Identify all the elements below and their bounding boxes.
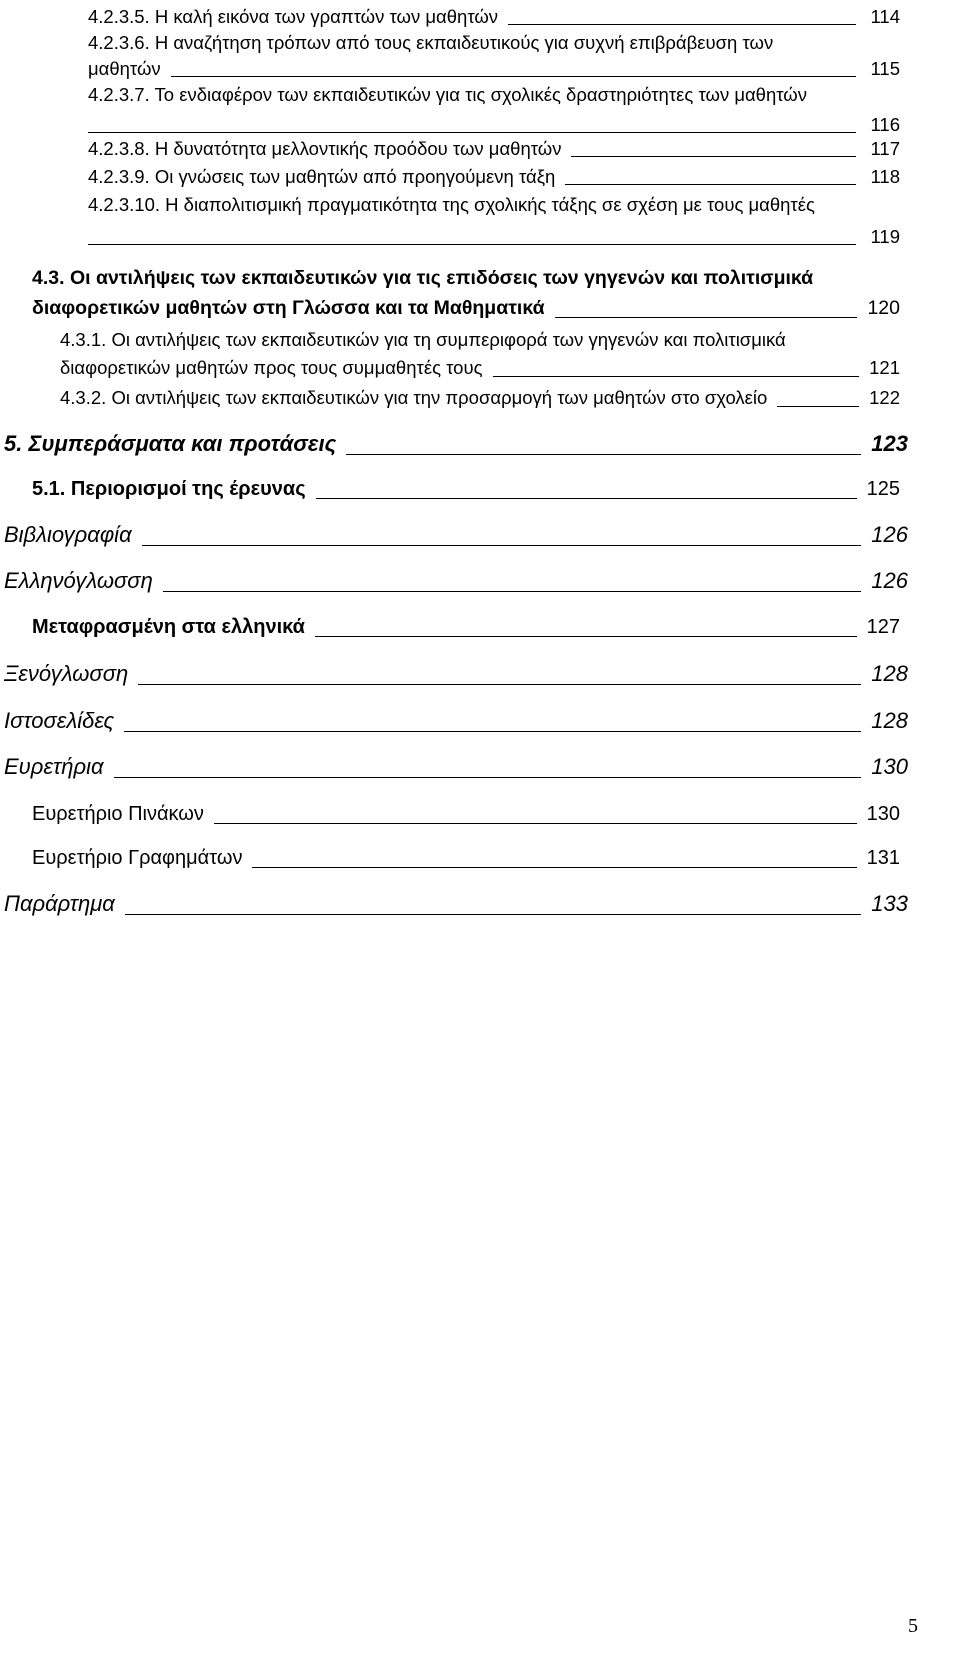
toc-entry[interactable] <box>4 888 908 920</box>
toc-entry-page: 123 <box>871 431 908 456</box>
toc-entry[interactable] <box>88 30 900 82</box>
toc-entry-title: Ευρετήριο Γραφημάτων <box>32 847 243 869</box>
dot-leader <box>571 156 856 157</box>
toc-entry-title: Περιορισμοί της έρευνας <box>70 478 306 500</box>
toc-entry-number: 4.2.3.7. <box>88 84 150 105</box>
toc-entry-page: 126 <box>871 568 908 593</box>
toc-entry-title: Ευρετήρια <box>4 754 104 779</box>
toc-entry-title: Η διαπολιτισμική πραγματικότητα της σχολικής τάξης σε σχέση με τους μαθητές <box>165 194 815 215</box>
dot-leader <box>142 545 862 546</box>
toc-entry[interactable] <box>88 82 900 138</box>
toc-entry-title-continued: διαφορετικών μαθητών στη Γλώσσα και τα Μαθηματικά <box>32 297 545 319</box>
toc-entry-page: 117 <box>870 138 900 159</box>
toc-entry-number: 4.2.3.6. <box>88 32 150 53</box>
toc-entry-page: 127 <box>866 616 900 638</box>
toc-entry-number: 5. <box>4 431 23 456</box>
dot-leader <box>315 636 857 637</box>
dot-leader <box>555 317 858 318</box>
dot-leader <box>252 867 856 868</box>
toc-entry-title: Η δυνατότητα μελλοντικής προόδου των μαθητών <box>154 138 562 159</box>
toc-entry-page: 120 <box>867 297 900 319</box>
dot-leader <box>493 376 860 377</box>
toc-entry-title-continued: μαθητών <box>88 58 161 79</box>
toc-entry-number: 4.3.1. <box>60 329 107 350</box>
toc-entry[interactable] <box>60 326 900 382</box>
dot-leader <box>316 498 857 499</box>
toc-entry-title-continued: διαφορετικών μαθητών προς τους συμμαθητές τους <box>60 357 483 378</box>
toc-entry-title: Ιστοσελίδες <box>4 708 115 733</box>
toc-entry-title: Ελληνόγλωσση <box>4 568 153 593</box>
toc-entry[interactable] <box>4 565 908 597</box>
dot-leader <box>88 244 856 245</box>
toc-entry[interactable] <box>4 519 908 551</box>
toc-entry-number: 4.2.3.5. <box>88 6 150 27</box>
toc-entry[interactable] <box>4 658 908 690</box>
dot-leader <box>88 132 856 133</box>
toc-entry[interactable] <box>88 192 900 250</box>
toc-entry-number: 4.2.3.9. <box>88 166 150 187</box>
toc-entry-number: 4.3.2. <box>60 387 107 408</box>
toc-entry-page: 115 <box>870 58 900 79</box>
toc-entry-title: Ξενόγλωσση <box>4 661 129 686</box>
dot-leader <box>777 406 859 407</box>
toc-entry[interactable] <box>4 705 908 737</box>
dot-leader <box>508 24 856 25</box>
toc-entry-title: Ευρετήριο Πινάκων <box>32 803 204 825</box>
toc-entry-title: Οι αντιλήψεις των εκπαιδευτικών για τις επιδόσεις των γηγενών και πολιτισμικά <box>69 267 814 289</box>
toc-entry-page: 130 <box>871 754 908 779</box>
toc-entry-number: 4.2.3.8. <box>88 138 150 159</box>
page-number: 5 <box>908 1615 918 1637</box>
dot-leader <box>125 914 861 915</box>
dot-leader <box>114 777 862 778</box>
toc-entry-page: 130 <box>866 803 900 825</box>
toc-entry[interactable] <box>32 799 900 829</box>
toc-entry[interactable] <box>88 164 900 190</box>
toc-entry[interactable] <box>88 136 900 162</box>
dot-leader <box>214 823 857 824</box>
toc-entry-title: Οι γνώσεις των μαθητών από προηγούμενη τάξη <box>154 166 556 187</box>
toc-entry-title: Συμπεράσματα και προτάσεις <box>28 431 337 456</box>
toc-entry-title: Οι αντιλήψεις των εκπαιδευτικών για τη συμπεριφορά των γηγενών και πολιτισμικά <box>111 329 786 350</box>
toc-entry-page: 128 <box>871 661 908 686</box>
toc-entry-title: Η αναζήτηση τρόπων από τους εκπαιδευτικούς για συχνή επιβράβευση των <box>154 32 774 53</box>
toc-entry-title: Το ενδιαφέρον των εκπαιδευτικών για τις σχολικές δραστηριότητες των μαθητών <box>154 84 807 105</box>
dot-leader <box>124 731 861 732</box>
toc-entry[interactable] <box>32 474 900 504</box>
dot-leader <box>138 684 861 685</box>
toc-entry-page: 118 <box>870 166 900 187</box>
toc-entry-number: 4.2.3.10. <box>88 194 161 215</box>
toc-entry-page: 121 <box>869 357 900 378</box>
toc-entry[interactable] <box>60 384 900 412</box>
toc-entry[interactable] <box>4 751 908 783</box>
dot-leader <box>163 591 862 592</box>
toc-entry[interactable] <box>88 4 900 30</box>
toc-entry-page: 128 <box>871 708 908 733</box>
toc-entry-title: Οι αντιλήψεις των εκπαιδευτικών για την προσαρμογή των μαθητών στο σχολείο <box>111 387 768 408</box>
toc-entry-page: 114 <box>870 6 900 27</box>
toc-entry-title: Παράρτημα <box>4 891 115 916</box>
toc-entry-page: 131 <box>866 847 900 869</box>
toc-entry-title: Μεταφρασμένη στα ελληνικά <box>32 616 305 638</box>
toc-entry-title: Βιβλιογραφία <box>4 522 132 547</box>
toc-entry-page: 125 <box>866 478 900 500</box>
toc-entry-number: 4.3. <box>32 267 65 289</box>
toc-entry-page: 122 <box>869 387 900 408</box>
toc-entry[interactable] <box>32 263 900 323</box>
toc-entry-page: 119 <box>870 226 900 247</box>
toc-entry-number: 5.1. <box>32 478 66 500</box>
toc-entry-title: Η καλή εικόνα των γραπτών των μαθητών <box>154 6 499 27</box>
toc-entry[interactable] <box>4 428 908 460</box>
dot-leader <box>346 454 861 455</box>
toc-entry-page: 133 <box>871 891 908 916</box>
dot-leader <box>565 184 856 185</box>
dot-leader <box>171 76 856 77</box>
toc-entry-page: 126 <box>871 522 908 547</box>
toc-entry[interactable] <box>32 843 900 873</box>
toc-entry-page: 116 <box>870 114 900 135</box>
toc-entry[interactable] <box>32 612 900 642</box>
